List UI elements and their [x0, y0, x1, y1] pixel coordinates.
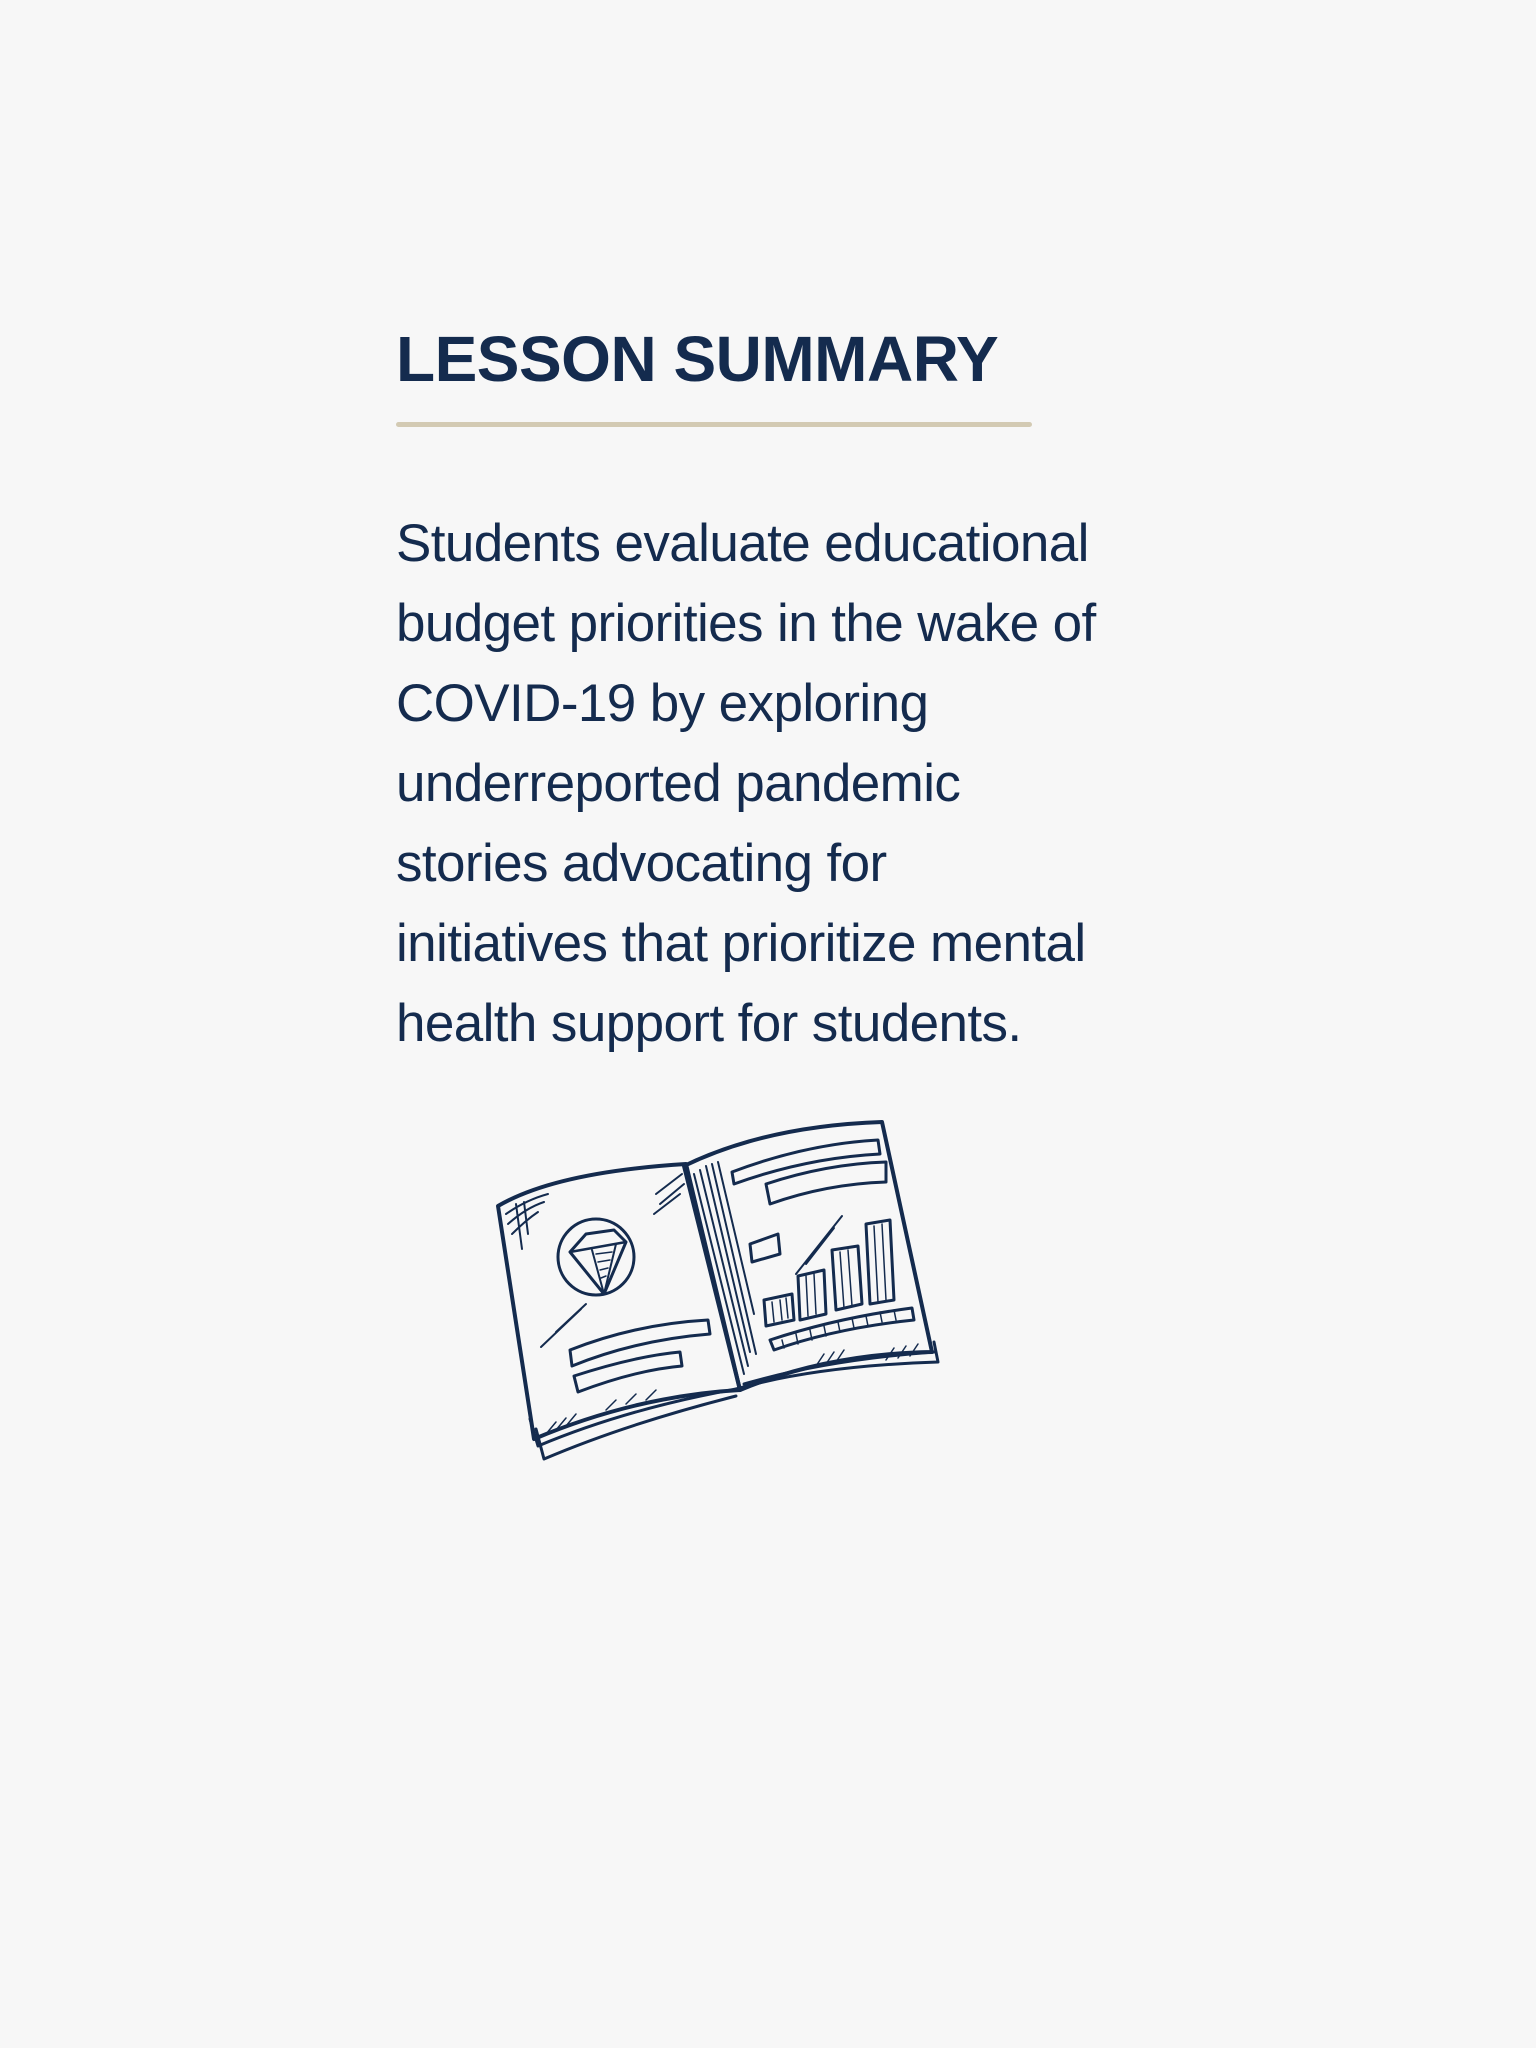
open-magazine-icon [486, 1104, 946, 1474]
title-divider [396, 422, 1032, 427]
summary-line: budget priorities in the wake of [396, 594, 1096, 653]
lesson-summary-section [396, 322, 1216, 1053]
summary-line: initiatives that prioritize mental [396, 914, 1086, 973]
section-title: LESSON SUMMARY [396, 323, 999, 395]
summary-line: underreported pandemic [396, 754, 961, 813]
summary-line: Students evaluate educational [396, 514, 1089, 573]
summary-line: health support for students. [396, 994, 1022, 1053]
summary-line: stories advocating for [396, 834, 887, 893]
summary-body [396, 504, 1096, 1064]
summary-line: COVID-19 by exploring [396, 674, 929, 733]
